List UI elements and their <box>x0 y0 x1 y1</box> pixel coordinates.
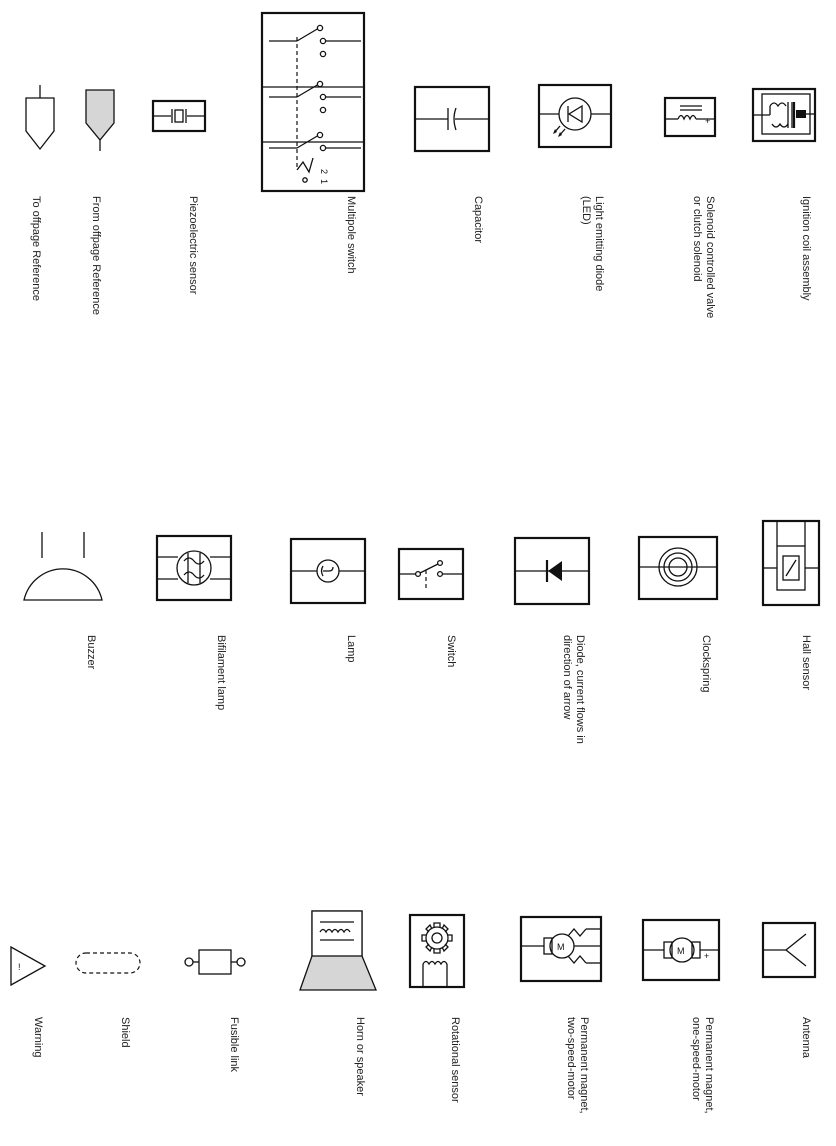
warning-mark: ! <box>18 962 21 972</box>
solenoid-plus-mark: + <box>705 116 711 126</box>
one-speed-motor-plus: + <box>704 951 710 961</box>
shield-label: Shield <box>119 1017 131 1048</box>
from-offpage-reference-label: From offpage Reference <box>90 196 102 316</box>
piezoelectric-sensor-label: Piezoelectric sensor <box>187 196 199 295</box>
diode-symbol <box>514 537 590 605</box>
switch-symbol <box>398 548 464 600</box>
warning-label: Warning <box>32 1017 44 1058</box>
diode-label: Diode, current flows in direction of arrow <box>561 635 586 744</box>
to-offpage-reference-symbol <box>18 85 62 155</box>
solenoid-valve-symbol <box>664 97 716 137</box>
to-offpage-reference-label: To offpage Reference <box>30 196 42 301</box>
capacitor-symbol <box>414 86 490 152</box>
two-speed-motor-label: Permanent magnet, two-speed-motor <box>565 1017 590 1114</box>
fusible-link-label: Fusible link <box>228 1017 240 1073</box>
horn-or-speaker-label: Horn or speaker <box>354 1017 366 1096</box>
multipole-switch-label: Multipole switch <box>345 196 357 274</box>
two-speed-motor-symbol <box>520 916 602 982</box>
multipole-mark-1: 1 <box>319 179 329 185</box>
piezoelectric-sensor-symbol <box>152 100 206 132</box>
rotational-sensor-label: Rotational sensor <box>449 1017 461 1103</box>
one-speed-motor-m: M <box>677 946 685 956</box>
bifilament-lamp-label: Bifilament lamp <box>215 635 227 711</box>
led-symbol <box>538 84 612 148</box>
fusible-link-symbol <box>183 944 249 980</box>
shield-symbol <box>73 950 143 976</box>
buzzer-label: Buzzer <box>85 635 97 670</box>
hall-sensor-symbol <box>762 520 820 606</box>
multipole-mark-2: 2 <box>319 169 329 175</box>
multipole-switch-symbol <box>261 12 365 192</box>
ignition-coil-assembly-symbol <box>752 88 816 142</box>
lamp-symbol <box>290 538 366 604</box>
buzzer-symbol <box>22 532 106 604</box>
switch-label: Switch <box>445 635 457 668</box>
warning-symbol <box>8 944 48 988</box>
horn-or-speaker-symbol <box>298 910 378 992</box>
from-offpage-reference-symbol <box>78 85 122 155</box>
lamp-label: Lamp <box>345 635 357 663</box>
capacitor-label: Capacitor <box>472 196 484 244</box>
bifilament-lamp-symbol <box>156 535 232 601</box>
clockspring-symbol <box>638 536 718 600</box>
antenna-symbol <box>762 922 816 978</box>
solenoid-valve-label: Solenoid controlled valve or clutch solenoid <box>691 196 716 319</box>
hall-sensor-label: Hall sensor <box>800 635 812 691</box>
led-label: Light emitting diode (LED) <box>580 196 605 292</box>
antenna-label: Antenna <box>800 1017 812 1058</box>
ignition-coil-assembly-label: Ignition coil assembly <box>800 196 812 301</box>
clockspring-label: Clockspring <box>700 635 712 693</box>
one-speed-motor-label: Permanent magnet, one-speed-motor <box>690 1017 715 1114</box>
one-speed-motor-symbol <box>642 919 720 981</box>
rotational-sensor-symbol <box>409 914 465 988</box>
two-speed-motor-m: M <box>557 942 565 952</box>
